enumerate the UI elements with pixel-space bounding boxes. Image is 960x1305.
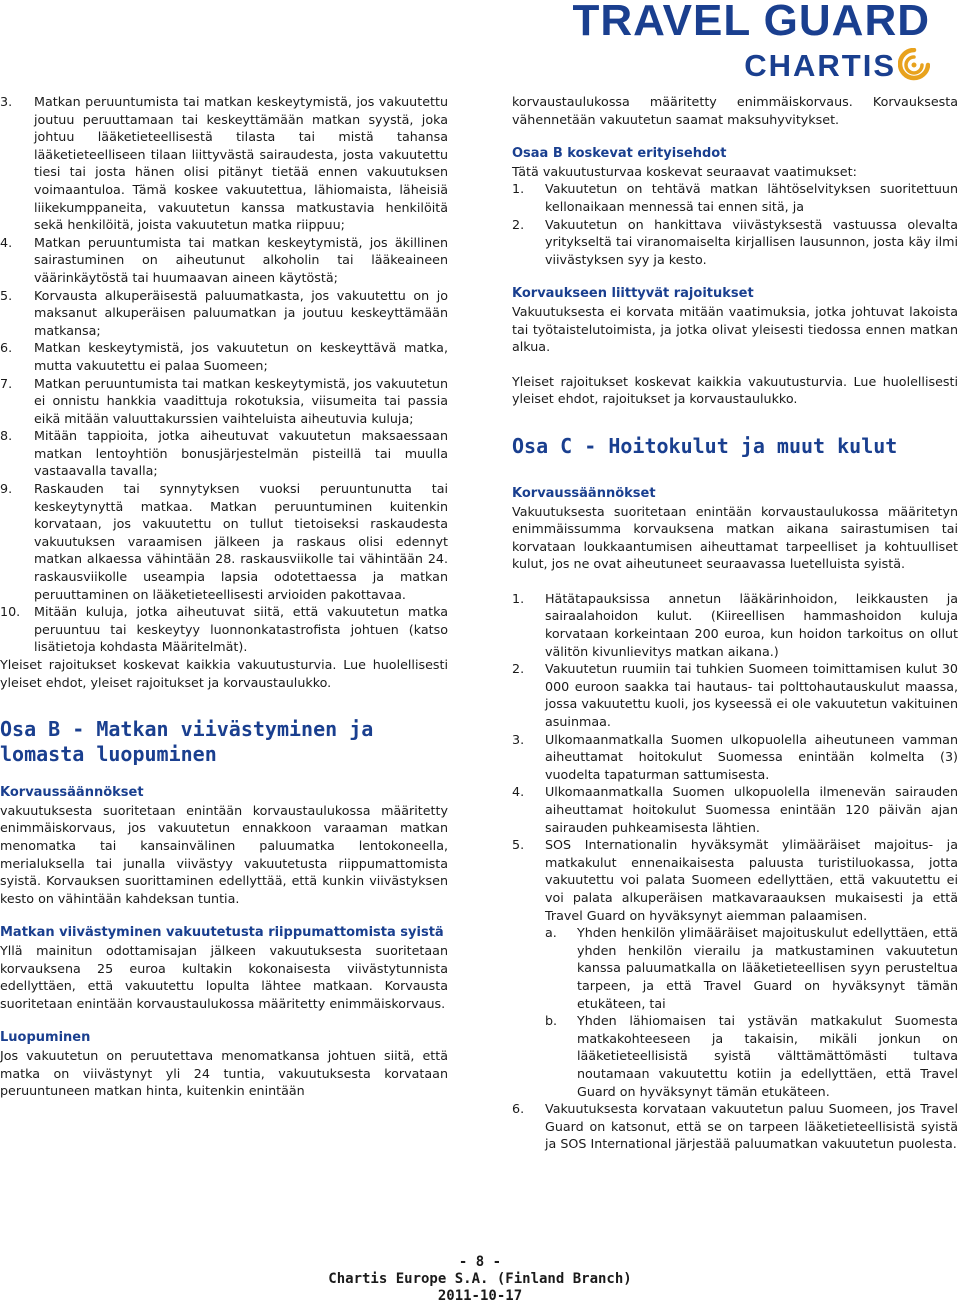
special-terms-heading: Osaa B koskevat erityisehdot [512, 146, 727, 162]
list-item-text: Ulkomaanmatkalla Suomen ulkopuolella ilmenevän sairauden aiheuttamat hoitokulut Suomessa enintään 120 päivän ajan sairauden puhkeamisesta lähtien. [545, 784, 958, 835]
medical-cost-subitem [545, 1012, 958, 1100]
exclusion-item [0, 480, 448, 603]
list-item-number: 5. [512, 837, 525, 853]
medical-cost-subitem [545, 924, 958, 1012]
list-item-number: 6. [512, 1101, 525, 1117]
medical-costs-sublist [512, 924, 958, 1100]
medical-cost-item [512, 660, 958, 730]
special-term-item [512, 180, 958, 215]
compensation-heading: Korvaussäännökset [0, 785, 144, 801]
medical-costs-item-6 [512, 1100, 958, 1153]
special-terms-list [512, 180, 958, 268]
exclusion-item [0, 287, 448, 340]
delay-heading: Matkan viivästyminen vakuutetusta riippumattomista syistä [0, 925, 444, 941]
continued-text: korvaustaulukossa määritetty enimmäiskorvaus. Korvauksesta vähennetään vakuutetun saamat maksuhyvitykset. [512, 94, 958, 127]
limits-heading: Korvaukseen liittyvät rajoitukset [512, 286, 754, 302]
general-limits-note-right: Yleiset rajoitukset koskevat kaikkia vakuutusturvia. Lue huolellisesti yleiset ehdot, rajoitukset ja korvaustaulukko. [512, 373, 958, 407]
special-term-item [512, 216, 958, 269]
list-item-number: 1. [512, 590, 525, 606]
compensation-text-c: Vakuutuksesta suoritetaan enintään korvaustaulukossa määritetyn enimmäissumma korvauksena matkan aikana sairastumisen tai korvataan loukkaantumisen aiheuttamat tarpeelliset ja kohtuulliset kulut, jos ne ovat aiheutuneet seuraavassa luetelluista syistä. [512, 503, 958, 572]
list-item-number: 4. [512, 784, 525, 800]
list-item-text: Yhden lähiomaisen tai ystävän matkakulut Suomesta matkakohteeseen ja takaisin, mikäli jonkun on lääketieteellisistä syistä välttämättömästi tultava noutamaan vakuutettu kotiin ja edellyttäen, että Travel Guard on hyväksynyt tämän etukäteen. [577, 1013, 958, 1099]
list-item-text: Mitään tappioita, jotka aiheutuvat vakuutetun maksaessaan matkan lentoyhtiön bonusjärjestelmän pisteillä tai muulla vastaavalla tavalla; [34, 428, 448, 479]
limits-text: Vakuutuksesta ei korvata mitään vaatimuksia, jotka johtuvat lakoista tai työtaistelutoimista, ja jotka olivat yleisesti tiedossa ennen matkan alkua. [512, 303, 958, 355]
list-item-number: 4. [0, 234, 13, 250]
compensation-heading-c: Korvaussäännökset [512, 485, 656, 501]
cancellation-heading: Luopuminen [0, 1030, 91, 1046]
medical-cost-item [512, 1100, 958, 1153]
list-item-number: a. [545, 925, 557, 941]
brand-name: TRAVEL GUARD [572, 0, 930, 45]
list-item-number: 6. [0, 340, 13, 356]
special-terms-intro: Tätä vakuutusturvaa koskevat seuraavat vaatimukset: [512, 163, 857, 179]
travel-guard-logo [510, 0, 930, 88]
list-item-text: Korvausta alkuperäisestä paluumatkasta, jos vakuutettu on jo maksanut alkuperäisen paluumatkan ja joutuu keskeyttämään matkansa; [34, 287, 448, 338]
list-item-text: Mitään kuluja, jotka aiheutuvat siitä, että vakuutetun matka peruuntuu tai keskeytyy luonnonkatastrofista johtuen (katso lisätietoja kohdasta Määritelmät). [34, 604, 448, 655]
list-item-text: Matkan peruuntumista tai matkan keskeytymistä, jos vakuutetun ei onnistu hankkia vaadittuja rokotuksia, viisumeita tai passia eikä mitään valuuttakurssien vaihteluista aiheutuvia kuluja; [34, 375, 448, 426]
footer-company: Chartis Europe S.A. (Finland Branch) [328, 1271, 632, 1287]
list-item-text: Matkan peruuntumista tai matkan keskeytymistä, jos vakuutettu joutuu peruuttamaan tai keskeyttämään matkan syystä, joka johtuu lääketieteellisestä tilasta tai mistä tahansa lääketieteelliseen tilaan liittyvästä sairaudesta, josta vakuutettu tiesi tai josta hänen olisi pitänyt tietää ennen vakuutuksen voimaantuloa. Tämä koskee vakuutettua, lähiomaista, läheisiä liikekumppaneita, vakuutetun kanssa matkustavia henkilöitä sekä henkilöitä, joista vakuutetun matka riippuu; [34, 94, 448, 233]
left-column [0, 93, 448, 1100]
exclusions-list [0, 93, 448, 656]
list-item-number: 3. [512, 731, 525, 747]
chartis-swirl-icon [898, 48, 930, 82]
compensation-text: vakuutuksesta suoritetaan enintään korvaustaulukossa määritetty enimmäiskorvaus, jos vakuutetun ennakkoon varaaman matkan menomatka tai kansainvälinen paluumatka lentokoneella, merialuksella tai junalla viivästyy vakuutetusta riippumattomista syistä. Korvauksen suorittaminen edellyttää, että kunkin viivästyksen kesto on vähintään kahdeksan tuntia. [0, 802, 448, 906]
list-item-number: 3. [0, 94, 13, 109]
medical-cost-item [512, 590, 958, 660]
list-item-number: 10. [0, 604, 21, 620]
list-item-number: 9. [0, 481, 13, 497]
medical-cost-item [512, 731, 958, 784]
exclusion-item [0, 603, 448, 656]
list-item-text: Ulkomaanmatkalla Suomen ulkopuolella aiheutuneen vamman aiheuttamat hoitokulut Suomessa enintään kolmelta (3) vuodelta tapaturman sattumisesta. [545, 731, 958, 782]
list-item-text: Vakuutetun on tehtävä matkan lähtöselvityksen suoritettuun kellonaikaan mennessä tai ennen sitä, ja [545, 181, 958, 214]
list-item-text: Vakuutuksesta korvataan vakuutetun paluu Suomeen, jos Travel Guard on katsonut, että se on tarpeen lääketieteellisistä syistä ja SOS International järjestää paluumatkan vakuutetun puolesta. [545, 1101, 958, 1152]
list-item-text: SOS Internationalin hyväksymät ylimääräiset majoitus- ja matkakulut ennenaikaisesta paluusta turistiluokassa, jotta vakuutettu voi palata Suomeen edellyttäen, että vakuutettu ei voi palata alkuperäisen matkavaraauksen mukaisesti ja että Travel Guard on hyväksynyt aiemman palaamisen. [545, 837, 958, 923]
exclusion-item [0, 375, 448, 428]
cancellation-text: Jos vakuutetun on peruutettava menomatkansa johtuen siitä, että matka on viivästynyt yli 24 tuntia, vakuutuksesta korvataan peruuntuneen matkan hinta, kuitenkin enintään [0, 1047, 448, 1099]
section-c-title: Osa C - Hoitokulut ja muut kulut [512, 433, 898, 458]
footer-date: 2011-10-17 [437, 1288, 523, 1304]
right-column [512, 93, 958, 1153]
delay-text: Yllä mainitun odottamisajan jälkeen vakuutuksesta suoritetaan korvauksena 25 euroa kultakin kokonaisesta viivästytunnista edellyttäen, että vakuutettu lopulta lähtee matkaan. Korvausta suoritetaan enintään korvaustaulukossa määritetty enimmäiskorvaus. [0, 942, 448, 1011]
section-b-title: Osa B - Matkan viivästyminen ja lomasta luopuminen [0, 717, 374, 767]
list-item-text: Matkan keskeytymistä, jos vakuutetun on keskeyttävä matka, mutta vakuutettu ei palaa Suomeen; [34, 340, 448, 373]
general-limits-note: Yleiset rajoitukset koskevat kaikkia vakuutusturvia. Lue huolellisesti yleiset ehdot, yleiset rajoitukset ja korvaustaulukko. [0, 657, 448, 690]
list-item-number: 7. [0, 375, 13, 391]
company-name: CHARTIS [744, 48, 896, 83]
list-item-text: Vakuutetun on hankittava viivästyksestä vastuussa olevalta yritykseltä tai viranomaiselta kirjallisen lausunnon, josta käy ilmi viivästyksen syy ja kesto. [545, 216, 958, 267]
list-item-number: 2. [512, 216, 525, 232]
list-item-text: Hätätapauksissa annetun lääkärinhoidon, leikkausten ja sairaalahoidon kulut. (Kiireellisen hammashoidon kuluja korvataan korkeintaan 200 euroa, kun hoidon tarkoitus on ollut välitön kivunlievitys matkan aikana.) [545, 590, 958, 659]
list-item-text: Raskauden tai synnytyksen vuoksi peruuntunutta tai keskeytynyttä matkaa. Matkan peruuntuminen kuitenkin korvataan, jos vakuutettu on tullut tietoiseksi raskaudesta vakuutuksen varaamisen jälkeen ja raskaus olisi edennyt matkan alkaessa vähintään 28. raskausviikolle tai vähintään 24. raskausviikolle useampia lapsia odotettaessa ja matkan peruuttaminen on lääketieteellisesti arvioiden pakottavaa. [34, 481, 448, 602]
page-number: - 8 - [458, 1254, 502, 1270]
list-item-number: 2. [512, 661, 525, 677]
list-item-text: Vakuutetun ruumiin tai tuhkien Suomeen toimittamisen kulut 30 000 euroon saakka tai hautaus- tai polttohautauskulut maassa, jossa vakuutettu kuoli, jos kyseessä ei ole vakuutetun vakituinen asuinmaa. [545, 661, 958, 730]
list-item-number: 1. [512, 181, 525, 197]
list-item-number: 5. [0, 287, 13, 303]
list-item-number: 8. [0, 428, 13, 444]
exclusion-item [0, 234, 448, 287]
exclusion-item [0, 427, 448, 480]
list-item-text: Yhden henkilön ylimääräiset majoituskulut edellyttäen, että yhden henkilön vierailu ja matkustaminen vakuutetun kanssa paluumatkalla on lääketieteellisen syyn perusteltua tarpeen, ja että Travel Guard on hyväksynyt tämän etukäteen, tai [577, 925, 958, 1011]
medical-cost-item [512, 783, 958, 836]
medical-costs-list [512, 590, 958, 924]
exclusion-item [0, 93, 448, 234]
list-item-text: Matkan peruuntumista tai matkan keskeytymistä, jos äkillinen sairastuminen on aiheutunut alkoholin tai lääkeaineen väärinkäytöstä tai huumaavan aineen käytöstä; [34, 234, 448, 285]
medical-cost-item [512, 836, 958, 924]
exclusion-item [0, 339, 448, 374]
list-item-number: b. [545, 1013, 558, 1029]
